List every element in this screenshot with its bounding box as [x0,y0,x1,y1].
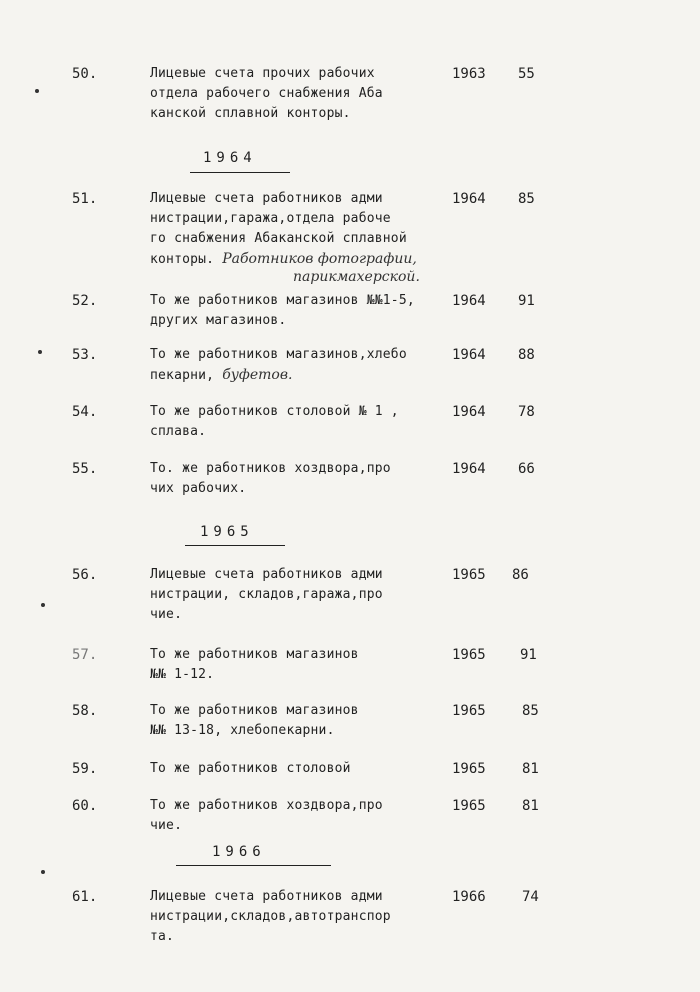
description-line: То же работников магазинов №№1-5, [150,293,415,308]
section-underline [185,545,285,546]
entry-year: 1966 [452,889,486,905]
entry-number: 57. [72,647,98,663]
entry-count: 88 [518,347,535,363]
entry-count: 74 [522,889,539,905]
entry-number: 59. [72,761,98,777]
handwritten-note: Работников фотографии, [222,251,417,267]
entry-number: 52. [72,293,98,309]
description-line: чие. [150,818,183,833]
description-line: Лицевые счета работников адми [150,889,383,904]
entry-description [150,565,450,625]
entry-description [150,402,450,442]
entry-year: 1964 [452,191,486,207]
description-line: То же работников столовой № 1 , [150,404,399,419]
section-underline [176,865,331,866]
entry-description [150,887,450,947]
section-year-heading: 1965 [200,524,254,540]
description-line: №№ 1-12. [150,667,215,682]
entry-description [150,345,450,386]
description-line: чих рабочих. [150,481,247,496]
section-year-heading: 1966 [212,844,266,860]
description-line: го снабжения Абаканской сплавной [150,231,407,246]
entry-count: 66 [518,461,535,477]
description-line: чие. [150,607,183,622]
entry-description [150,796,450,836]
entry-count: 85 [518,191,535,207]
entry-year: 1963 [452,66,486,82]
entry-year: 1965 [452,798,486,814]
entry-number: 50. [72,66,98,82]
handwritten-note: парикмахерской. [293,269,420,285]
description-line: №№ 13-18, хлебопекарни. [150,723,335,738]
entry-number: 55. [72,461,98,477]
section-year-heading: 1964 [203,150,257,166]
entry-count: 86 [512,567,529,583]
entry-count: 91 [520,647,537,663]
entry-description [150,291,450,331]
entry-year: 1964 [452,347,486,363]
margin-speck [41,603,45,607]
entry-description [150,64,450,124]
handwritten-note: буфетов. [222,367,293,383]
margin-speck [35,89,39,93]
entry-number: 60. [72,798,98,814]
description-line: Лицевые счета прочих рабочих [150,66,375,81]
entry-number: 51. [72,191,98,207]
entry-description [150,189,450,270]
entry-year: 1964 [452,461,486,477]
entry-year: 1965 [452,703,486,719]
description-line: канской сплавной конторы. [150,106,351,121]
entry-year: 1965 [452,761,486,777]
description-line: То же работников магазинов,хлебо [150,347,407,362]
entry-year: 1965 [452,647,486,663]
description-line: нистрации,складов,автотранспор [150,909,391,924]
description-line: То же работников магазинов [150,703,359,718]
description-line: Лицевые счета работников адми [150,191,383,206]
margin-speck [41,870,45,874]
entry-year: 1965 [452,567,486,583]
section-underline [190,172,290,173]
entry-count: 81 [522,798,539,814]
description-line: Лицевые счета работников адми [150,567,383,582]
description-line: сплава. [150,424,207,439]
entry-number: 61. [72,889,98,905]
entry-description [150,645,450,685]
entry-number: 58. [72,703,98,719]
description-line: нистрации, складов,гаража,про [150,587,383,602]
description-text: пекарни, [150,368,215,383]
description-line: других магазинов. [150,313,287,328]
description-line: отдела рабочего снабжения Аба [150,86,383,101]
description-line: То же работников хоздвора,про [150,798,383,813]
entry-number: 53. [72,347,98,363]
entry-number: 54. [72,404,98,420]
entry-year: 1964 [452,293,486,309]
entry-count: 55 [518,66,535,82]
description-line [150,249,450,270]
description-text: конторы. [150,252,215,267]
description-line [150,365,450,386]
entry-description [150,759,450,779]
description-line: То же работников столовой [150,761,351,776]
entry-description [150,701,450,741]
description-line: нистрации,гаража,отдела рабоче [150,211,391,226]
description-line: та. [150,929,175,944]
margin-speck [38,350,42,354]
entry-count: 91 [518,293,535,309]
entry-count: 78 [518,404,535,420]
entry-number: 56. [72,567,98,583]
description-line: То. же работников хоздвора,про [150,461,391,476]
entry-count: 81 [522,761,539,777]
entry-description [150,459,450,499]
entry-count: 85 [522,703,539,719]
entry-year: 1964 [452,404,486,420]
description-line: То же работников магазинов [150,647,359,662]
